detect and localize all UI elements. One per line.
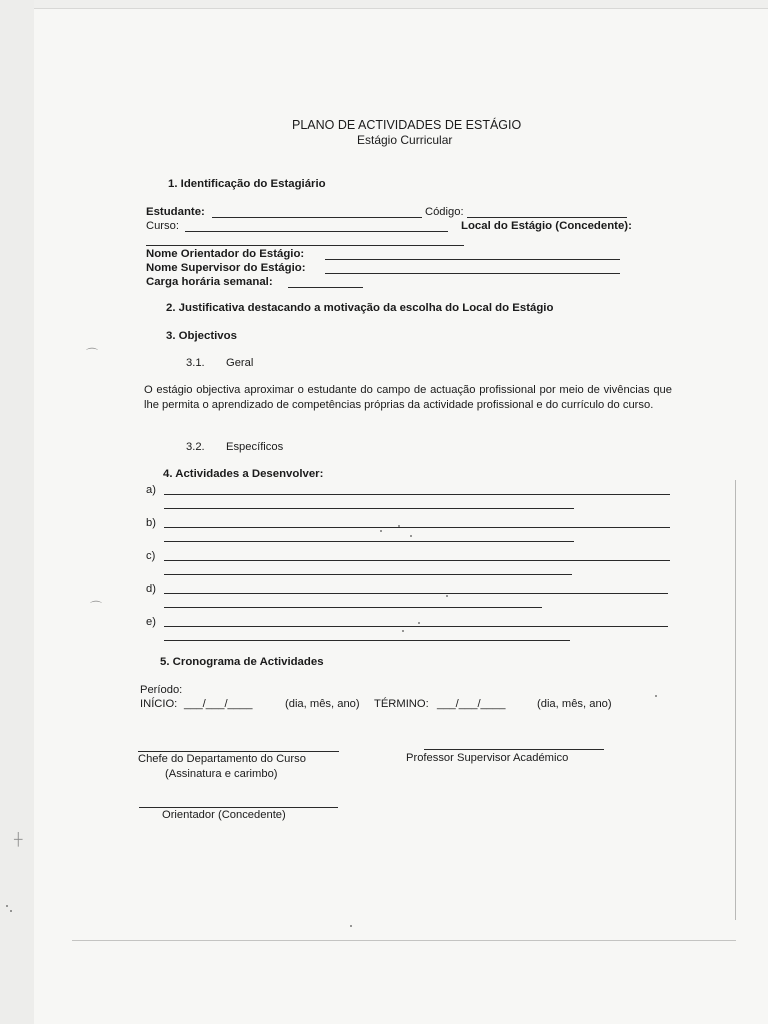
- label-inicio: INÍCIO:: [140, 698, 178, 710]
- label-orientador: Nome Orientador do Estágio:: [146, 248, 305, 260]
- field-carga-line[interactable]: [288, 287, 363, 288]
- section-4-heading: 4. Actividades a Desenvolver:: [163, 468, 324, 480]
- item-e-line-1[interactable]: [164, 626, 668, 627]
- label-codigo: Código:: [425, 206, 464, 218]
- item-a-label: a): [146, 484, 156, 496]
- scan-speck: [6, 905, 8, 907]
- section-5-heading: 5. Cronograma de Actividades: [160, 656, 324, 668]
- objective-paragraph: O estágio objectiva aproximar o estudante do campo de actuação profissional por meio de vivências que lhe permita o aprendizado de competências próprias da actividade profissional e do currículo do curso.: [144, 384, 672, 411]
- label-local-estagio: Local do Estágio (Concedente):: [461, 220, 632, 232]
- label-estudante: Estudante:: [146, 206, 205, 218]
- field-orientador-line[interactable]: [325, 259, 620, 260]
- item-e-label: e): [146, 616, 156, 628]
- label-curso: Curso:: [146, 220, 179, 232]
- document-subtitle: Estágio Curricular: [357, 133, 453, 147]
- scan-speck: [380, 530, 382, 532]
- inicio-format-hint: (dia, mês, ano): [285, 698, 360, 710]
- label-supervisor: Nome Supervisor do Estágio:: [146, 262, 306, 274]
- item-c-label: c): [146, 550, 156, 562]
- signature-label-chefe: Chefe do Departamento do Curso: [138, 753, 306, 765]
- scan-speck: [655, 695, 657, 697]
- item-d-line-2[interactable]: [164, 607, 542, 608]
- signature-line-professor[interactable]: [424, 749, 604, 750]
- signature-label-assinatura: (Assinatura e carimbo): [165, 768, 278, 780]
- section-1-heading: 1. Identificação do Estagiário: [168, 178, 326, 190]
- scan-tick-mark: ┼: [14, 832, 23, 846]
- field-termino-date[interactable]: ___/___/____: [437, 698, 506, 710]
- item-e-line-2[interactable]: [164, 640, 570, 641]
- item-b-line-2[interactable]: [164, 541, 574, 542]
- scan-speck: [350, 925, 352, 927]
- item-d-line-1[interactable]: [164, 593, 668, 594]
- item-b-label: b): [146, 517, 156, 529]
- label-periodo: Período:: [140, 684, 183, 696]
- scan-speck: [410, 535, 412, 537]
- scan-hole-mark: ⌒: [86, 347, 99, 361]
- field-local-line[interactable]: [146, 245, 464, 246]
- item-a-line-1[interactable]: [164, 494, 670, 495]
- item-d-label: d): [146, 583, 156, 595]
- item-a-line-2[interactable]: [164, 508, 574, 509]
- scan-speck: [446, 595, 448, 597]
- scan-edge-top: [34, 0, 768, 9]
- signature-label-orientador: Orientador (Concedente): [162, 809, 286, 821]
- field-codigo-line[interactable]: [467, 217, 627, 218]
- field-curso-line[interactable]: [185, 231, 448, 232]
- scan-hole-mark: ⌒: [90, 600, 103, 614]
- section-3-2-number: 3.2.: [186, 441, 205, 453]
- scan-speck: [398, 525, 400, 527]
- field-inicio-date[interactable]: ___/___/____: [184, 698, 253, 710]
- section-2-heading: 2. Justificativa destacando a motivação da escolha do Local do Estágio: [166, 302, 554, 314]
- item-c-line-2[interactable]: [164, 574, 572, 575]
- signature-line-chefe[interactable]: [138, 751, 339, 752]
- termino-format-hint: (dia, mês, ano): [537, 698, 612, 710]
- section-3-1-number: 3.1.: [186, 357, 205, 369]
- label-termino: TÉRMINO:: [374, 698, 429, 710]
- scan-speck: [402, 630, 404, 632]
- page-border-bottom: [72, 940, 736, 941]
- scan-speck: [418, 622, 420, 624]
- field-supervisor-line[interactable]: [325, 273, 620, 274]
- page-border-right: [735, 480, 736, 920]
- field-estudante-line[interactable]: [212, 217, 422, 218]
- item-b-line-1[interactable]: [164, 527, 670, 528]
- signature-label-professor: Professor Supervisor Académico: [406, 752, 569, 764]
- item-c-line-1[interactable]: [164, 560, 670, 561]
- document-title: PLANO DE ACTIVIDADES DE ESTÁGIO: [292, 118, 522, 132]
- section-3-2-label: Específicos: [226, 441, 284, 453]
- section-3-heading: 3. Objectivos: [166, 330, 237, 342]
- scan-edge-left: [0, 0, 34, 1024]
- label-carga-horaria: Carga horária semanal:: [146, 276, 273, 288]
- signature-line-orientador[interactable]: [139, 807, 338, 808]
- scan-speck: [10, 910, 12, 912]
- section-3-1-label: Geral: [226, 357, 254, 369]
